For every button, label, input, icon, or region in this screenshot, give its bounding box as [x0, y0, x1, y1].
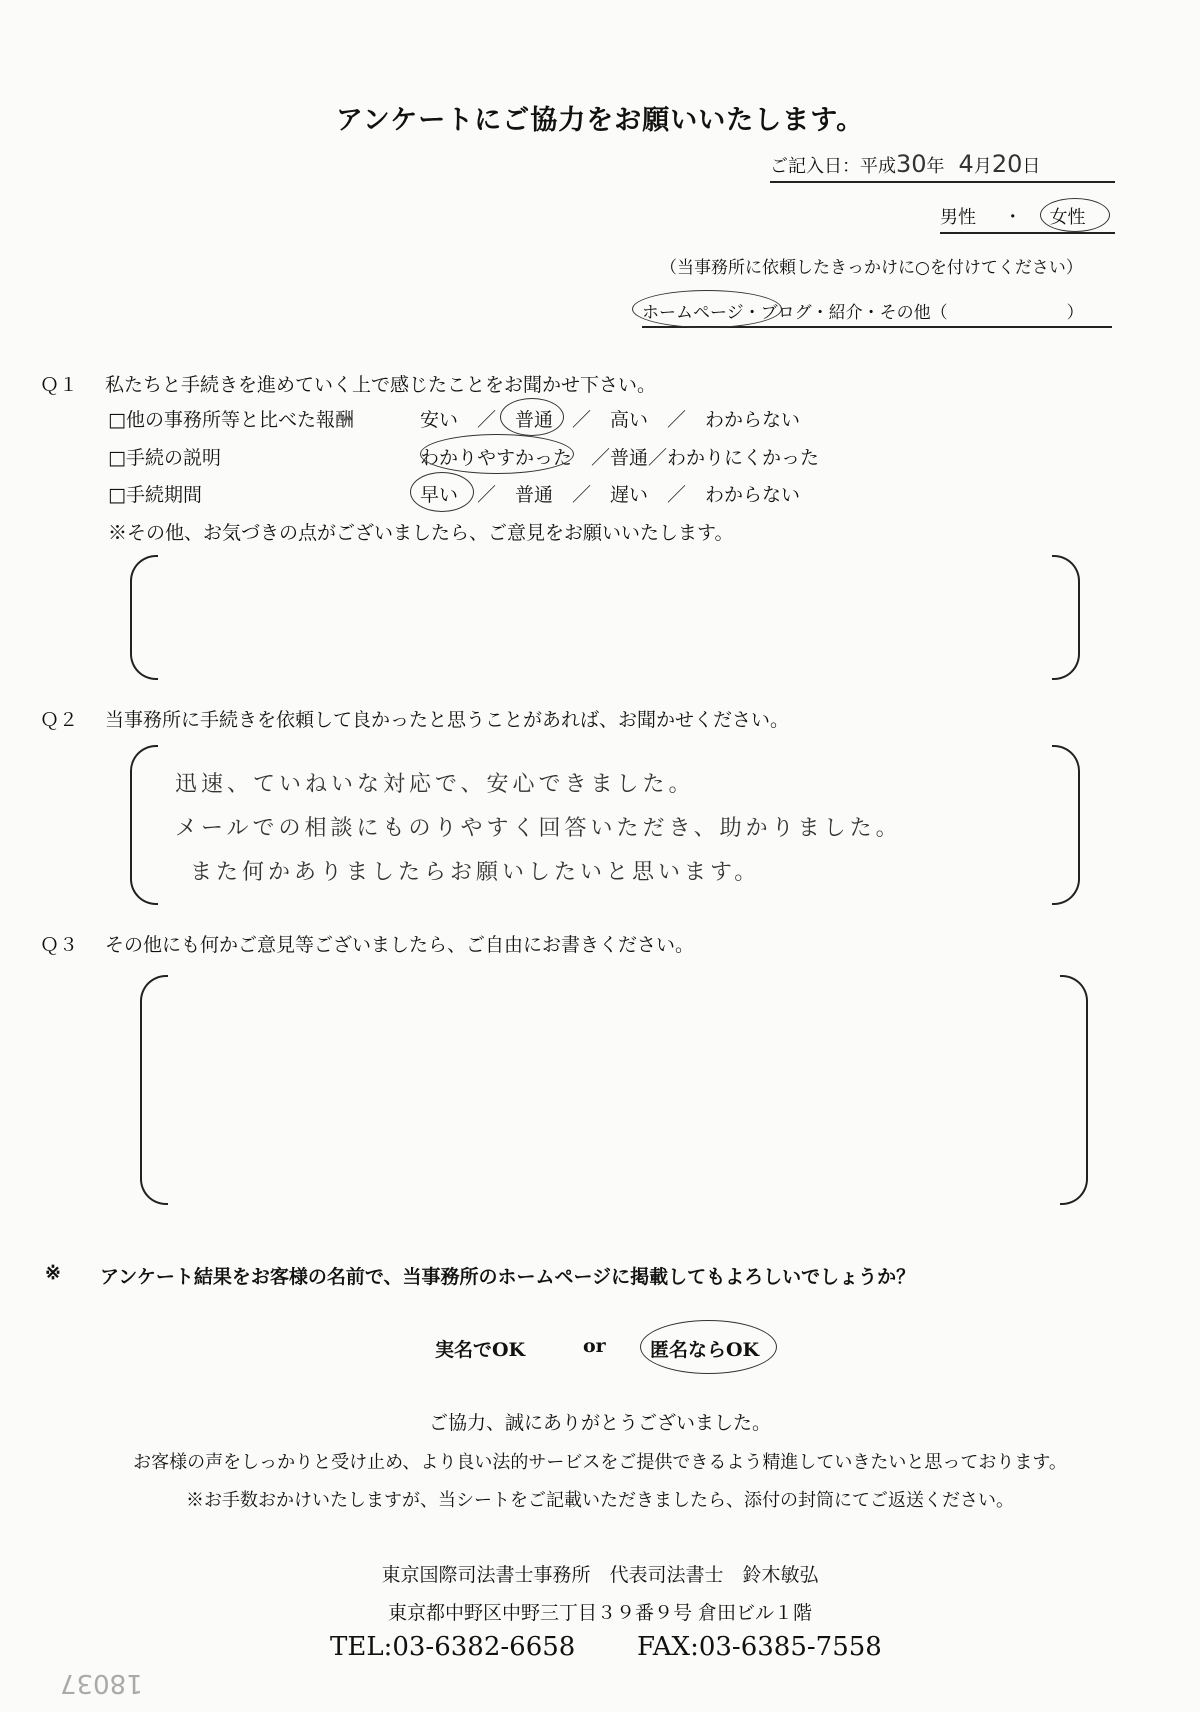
fee-normal-selection-circle [500, 398, 564, 436]
date-year: 30 [896, 150, 927, 178]
faded-stamp-number: 18037 [60, 1668, 143, 1698]
trigger-instruction: （当事務所に依頼したきっかけに○を付けてください） [660, 258, 1083, 278]
q1-box-right-bracket [1052, 555, 1080, 680]
q2-answer-line-1: 迅速、ていねいな対応で、安心できました。 [175, 772, 695, 797]
q2-answer-line-3: また何かありましたらお願いしたいと思います。 [190, 860, 761, 885]
thanks-line-2: お客様の声をしっかりと受け止め、より良い法的サービスをご提供できるよう精進していきたいと思っております。 [133, 1452, 1067, 1473]
female-selection-circle [1040, 198, 1110, 232]
q2-box-left-bracket [130, 745, 158, 905]
q1-fee-label[interactable]: □他の事務所等と比べた報酬 [108, 409, 354, 431]
duration-fast-selection-circle [410, 472, 474, 512]
office-name: 東京国際司法書士事務所 代表司法書士 鈴木敏弘 [381, 1564, 819, 1586]
q2-answer-line-2: メールでの相談にものりやすく回答いただき、助かりました。 [175, 816, 902, 841]
q3-box-left-bracket [140, 975, 168, 1205]
thanks-line-3: ※お手数おかけいたしますが、当シートをご記載いただきましたら、添付の封筒にてご返送ください。 [186, 1490, 1014, 1511]
date-field[interactable] [770, 150, 1115, 183]
q1-explanation-label[interactable]: □手続の説明 [108, 447, 221, 469]
q1-note: ※その他、お気づきの点がございましたら、ご意見をお願いいたします。 [108, 522, 734, 544]
q3-question: その他にも何かご意見等ございましたら、ご自由にお書きください。 [105, 934, 695, 956]
q1-fee-options[interactable]: 安い ／ 普通 ／ 高い ／ わからない [420, 409, 801, 431]
q2-box-right-bracket [1052, 745, 1080, 905]
q1-duration-label[interactable]: □手続期間 [108, 484, 202, 506]
date-day: 20 [991, 150, 1023, 178]
q1-box-left-bracket [130, 555, 158, 680]
q1-duration-options[interactable]: 早い ／ 普通 ／ 遅い ／ わからない [420, 484, 801, 506]
date-month: 4 [958, 150, 974, 178]
date-label: ご記入日：平成 [770, 156, 896, 177]
or-separator: or [583, 1335, 606, 1357]
office-tel: TEL:03-6382-6658 [330, 1632, 576, 1662]
thanks-line-1: ご協力、誠にありがとうございました。 [428, 1412, 771, 1434]
office-fax: FAX:03-6385-7558 [637, 1632, 882, 1662]
q1-explanation-options[interactable]: わかりやすかった ／普通／わかりにくかった [420, 447, 820, 469]
q3-comment-box[interactable] [140, 975, 1088, 1205]
q1-question: 私たちと手続きを進めていく上で感じたことをお聞かせ下さい。 [105, 374, 657, 396]
office-address: 東京都中野区中野三丁目３９番９号 倉田ビル１階 [387, 1602, 813, 1624]
q2-number: Ｑ２ [40, 709, 79, 731]
q1-number: Ｑ１ [40, 374, 79, 396]
explanation-clear-selection-circle [420, 434, 574, 474]
date-month-unit: 月 [973, 156, 992, 177]
gender-male[interactable]: 男性 [940, 207, 976, 228]
q2-question: 当事務所に手続きを依頼して良かったと思うことがあれば、お聞かせください。 [105, 709, 790, 731]
anonymous-selection-circle [640, 1320, 777, 1374]
anonymous-ok-option[interactable]: 匿名ならOK [650, 1339, 760, 1361]
publish-mark: ※ [45, 1262, 61, 1284]
q2-answer-box[interactable] [130, 745, 1080, 905]
q3-box-right-bracket [1060, 975, 1088, 1205]
trigger-options[interactable]: ホームページ・ブログ・紹介・その他（ ） [642, 298, 1112, 328]
q3-number: Ｑ３ [40, 934, 79, 956]
date-year-unit: 年 [926, 156, 945, 177]
survey-title: アンケートにご協力をお願いいたします。 [335, 105, 865, 136]
gender-female[interactable]: 女性 [1049, 207, 1086, 228]
real-name-ok-option[interactable]: 実名でOK [435, 1339, 526, 1361]
date-day-unit: 日 [1022, 156, 1041, 177]
gender-separator: ・ [1003, 207, 1022, 228]
homepage-selection-circle [632, 290, 782, 328]
q1-comment-box[interactable] [130, 555, 1080, 680]
publish-question: アンケート結果をお客様の名前で、当事務所のホームページに掲載してもよろしいでしょうか？ [100, 1266, 916, 1288]
